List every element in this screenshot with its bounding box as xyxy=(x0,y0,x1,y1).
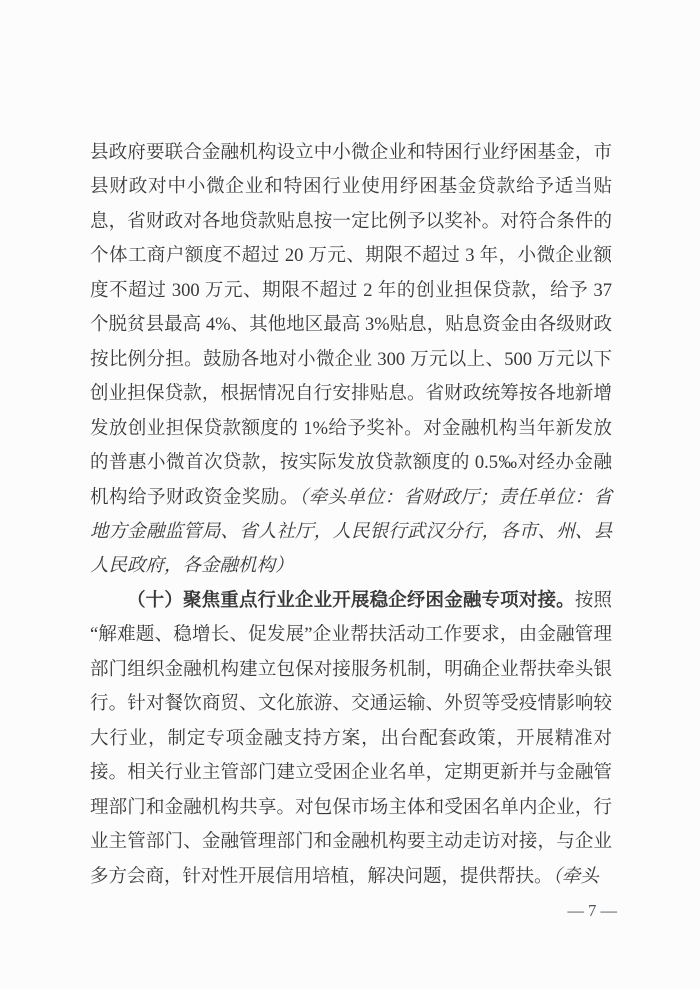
text-run-bold: （十）聚焦重点行业企业开展稳企纾困金融专项对接。 xyxy=(127,590,575,611)
page-number: — 7 — xyxy=(567,901,617,920)
text-run-kai: （牵头 xyxy=(552,866,599,887)
paragraph xyxy=(90,136,612,584)
text-run-kai: （牵头单位：省财政厅；责任单位：省地方金融监管局、省人社厅，人民银行武汉分行，各市、州、县人民政府，各金融机构） xyxy=(90,487,612,577)
text-run-normal: 县政府要联合金融机构设立中小微企业和特困行业纾困基金，市县财政对中小微企业和特困行业使用纾困基金贷款给予适当贴息，省财政对各地贷款贴息按一定比例予以奖补。对符合条件的个体工商户额度不超过 20 万元、期限不超过 3 年，小微企业额度不超过 300 万元、期限不超过 2 年的创业担保贷款，给予 37 个脱贫县最高 4%、其他地区最高 3%贴息，贴息资金由各级财政按比例分担。鼓励各地对小微企业 300 万元以上、500 万元以下创业担保贷款，根据情况自行安排贴息。省财政统筹按各地新增发放创业担保贷款额度的 1%给予奖补。对金融机构当年新发放的普惠小微首次贷款，按实际发放贷款额度的 0.5‰对经办金融机构给予财政资金奖励。 xyxy=(90,143,612,508)
document-body xyxy=(90,136,612,894)
paragraph xyxy=(90,584,612,894)
text-run-normal: 按照“解难题、稳增长、促发展”企业帮扶活动工作要求，由金融管理部门组织金融机构建立包保对接服务机制，明确企业帮扶牵头银行。针对餐饮商贸、文化旅游、交通运输、外贸等受疫情影响较大行业，制定专项金融支持方案，出台配套政策，开展精准对接。相关行业主管部门建立受困企业名单，定期更新并与金融管理部门和金融机构共享。对包保市场主体和受困名单内企业，行业主管部门、金融管理部门和金融机构要主动走访对接，与企业多方会商，针对性开展信用培植，解决问题，提供帮扶。 xyxy=(90,590,612,887)
